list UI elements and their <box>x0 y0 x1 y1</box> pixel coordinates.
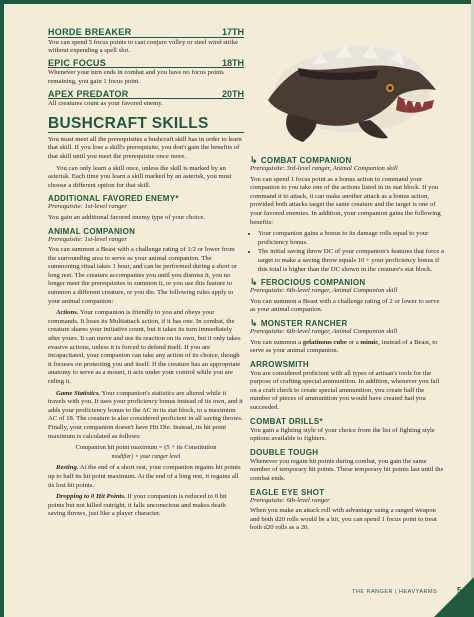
intro-paragraph: You can only learn a skill once, unless the skill is marked by an asterisk. Each time you learn a skill marked by an asterisk, you must choose a different option for that skill. <box>48 164 232 189</box>
skill-heading-eagle-eye-shot: EAGLE EYE SHOT <box>250 487 325 497</box>
formula-sub: modifier) × your ranger level <box>111 453 181 460</box>
feature-name: EPIC FOCUS <box>48 57 107 68</box>
creature-illustration <box>258 30 446 150</box>
skill-text: Whenever you regain hit points during combat, you gain the same number of temporary hit points. These temporary hit points last until the combat ends. <box>250 457 444 483</box>
skill-heading-animal-companion: ANIMAL COMPANION <box>48 226 136 236</box>
runin-label: Game Statistics. <box>56 389 101 397</box>
skill-text: You can spend 1 focus point as a bonus action to command your companion to you take one of the actions listed in its stat block. If you command it to attack, it can make another attack as a bonus action, provided both attacks target the same creature and the target is one of your favored enemies. In addition, your companion gains the following benefits: <box>250 175 441 226</box>
skill-text: When you make an attack roll with advantage using a ranged weapon and both d20 rolls would be a hit, you can spend 1 focus point to treat both d20 rolls as a 20. <box>250 507 437 532</box>
skill-heading-arrowsmith: ARROWSMITH <box>250 359 309 369</box>
intro-paragraph: You must meet all the prerequisites a bushcraft skill has in order to learn that skill. If you lose a skill's prerequisite, you don't gain the benefits of that skill until you meet the prerequisite once more. <box>48 135 242 160</box>
left-border <box>0 0 4 617</box>
feature-text: You can spend 5 focus points to cast conjure volley or steel wind strike without expending a spell slot. <box>48 38 239 55</box>
runin-text: Your companion is friendly to you and obeys your commands. It loses its Multiattack action, if it has one. In combat, the creature shares your initiative count, but it takes its turn immediately after yours. It can move and use its reaction on its own, but it only takes evasive actions, unless it is forced to defend itself. If you are incapacitated, your companion can take any action of its choice, though it focuses on protecting you and itself. If the creature has an appropriate anatomy to serve as a mount, it acts under your control while you are riding it. <box>48 309 241 385</box>
subskill-arrow-icon: ↳ <box>250 155 258 165</box>
page-footer: THE RANGER | HEAVYARMS <box>352 589 438 595</box>
skill-heading-combat-companion <box>250 156 444 165</box>
prerequisite: Prerequisite: 1st-level ranger <box>48 203 127 211</box>
monster-name: gelatinous cube <box>302 338 347 346</box>
left-column <box>48 26 244 522</box>
skill-text: You are considered proficient with all types of artisan's tools for the purpose of crafting special ammunition. In addition, whenever you fail on a craft check to create special ammunition, you create half the number of pieces of ammunition you would have created had you succeeded. <box>250 369 440 412</box>
text-run: or a <box>346 338 361 346</box>
runin-text: At the end of a short rest, your companion regains hit points up to half its hit point maximum. At the end of a long rest, it regains all its lost hit points. <box>48 464 241 489</box>
list-item: • The initial saving throw DC of your companion's features that force a target to make a saving throw equals 10 + your proficiency bonus if this total is higher than the DC shown in the creature's stat block. <box>258 248 444 274</box>
prerequisite: Prerequisite: 1st-level ranger <box>48 235 127 243</box>
prerequisite: Prerequisite: 6th-level ranger <box>250 496 330 504</box>
hp-formula <box>48 444 244 461</box>
skill-heading-label: COMBAT COMPANION <box>260 156 352 165</box>
feature-text: All creatures count as your favored enemy. <box>48 100 163 108</box>
skill-heading-ferocious-companion <box>250 278 444 287</box>
prerequisite: Prerequisite: 3rd-level ranger, Animal Companion skill <box>250 165 398 172</box>
prerequisite: Prerequisite: 6th-level ranger, Animal Companion skill <box>250 287 398 295</box>
feature-epic-focus <box>48 59 244 69</box>
right-column <box>250 152 444 536</box>
actions-paragraph <box>48 309 244 386</box>
skill-text <box>250 339 444 356</box>
runin-label: Resting. <box>56 464 79 472</box>
subskill-arrow-icon: ↳ <box>250 277 258 288</box>
runin-label: Actions. <box>56 309 79 317</box>
feature-name: APEX PREDATOR <box>48 88 129 99</box>
skill-heading-double-tough: DOUBLE TOUGH <box>250 447 319 457</box>
benefit-list <box>250 230 444 274</box>
skill-text: You gain an additional favored enemy type of your choice. <box>48 213 206 221</box>
subskill-arrow-icon: ↳ <box>250 317 258 328</box>
prerequisite: Prerequisite: 6th-level ranger, Animal Companion skill <box>250 327 398 335</box>
dropping-paragraph <box>48 493 244 519</box>
top-border <box>0 0 474 4</box>
list-item: • Your companion gains a bonus to its damage rolls equal to your proficiency bonus. <box>258 230 444 247</box>
skill-text: You can summon a Beast with a challenge rating of 1/2 or lower from the surrounding area to serve as your animal companion. The summoning ritual takes 1 hour, and can be performed during a short or long rest. The creature accompanies you until you dismiss it, you no longer meet the prerequisites to summon it, or you use this feature to summon a different creature, or you die. The following rules apply to your animal companion: <box>48 246 237 305</box>
feature-horde-breaker <box>48 28 244 38</box>
runin-text: Your companion's statistics are altered while it travels with you. It uses your proficiency bonus instead of its own, and it adds your proficiency bonus to the AC in its stat block, to a maximum AC of 18. The creature is also considered proficient in all saving throws. Finally, your companion doesn't have Hit Die. Instead, its hit point maximum is calculated as follows: <box>48 389 243 440</box>
skill-text: You gain a fighting style of your choice from the list of fighting style options available to fighters. <box>250 426 435 443</box>
skill-heading-monster-rancher <box>250 319 444 328</box>
feature-apex-predator <box>48 90 244 100</box>
runin-text: If your companion is reduced to 0 hit points but not killed outright, it falls unconscious and makes death saving throws, just like a player character. <box>48 493 227 518</box>
skill-heading-label: FEROCIOUS COMPANION <box>260 278 366 288</box>
skill-heading-combat-drills: COMBAT DRILLS* <box>250 416 323 426</box>
monster-name: mimic <box>360 338 379 346</box>
feature-text: Whenever your turn ends in combat and you have no focus points remaining, you gain 1 focus point. <box>48 69 224 85</box>
skill-heading-additional-favored-enemy: ADDITIONAL FAVORED ENEMY* <box>48 194 179 204</box>
feature-level: 20TH <box>221 88 244 99</box>
text-run: You can summon a <box>250 338 303 346</box>
runin-label: Dropping to 0 Hit Points. <box>56 493 126 501</box>
resting-paragraph <box>48 464 244 490</box>
feature-level: 18TH <box>221 57 244 68</box>
skill-heading-label: MONSTER RANCHER <box>260 318 348 328</box>
feature-level: 17TH <box>221 27 244 37</box>
formula-main: Companion hit point maximum = (5 + its Constitution <box>75 444 217 452</box>
corner-ornament <box>434 577 474 617</box>
feature-name: HORDE BREAKER <box>48 27 132 37</box>
game-statistics-paragraph <box>48 390 244 442</box>
page-number: 5 <box>457 586 462 595</box>
section-title: BUSHCRAFT SKILLS <box>48 115 244 133</box>
skill-text: You can summon a Beast with a challenge rating of 2 or lower to serve as your animal companion. <box>250 297 440 314</box>
text-run: , instead of a Beast, to serve as your animal companion. <box>250 338 438 355</box>
